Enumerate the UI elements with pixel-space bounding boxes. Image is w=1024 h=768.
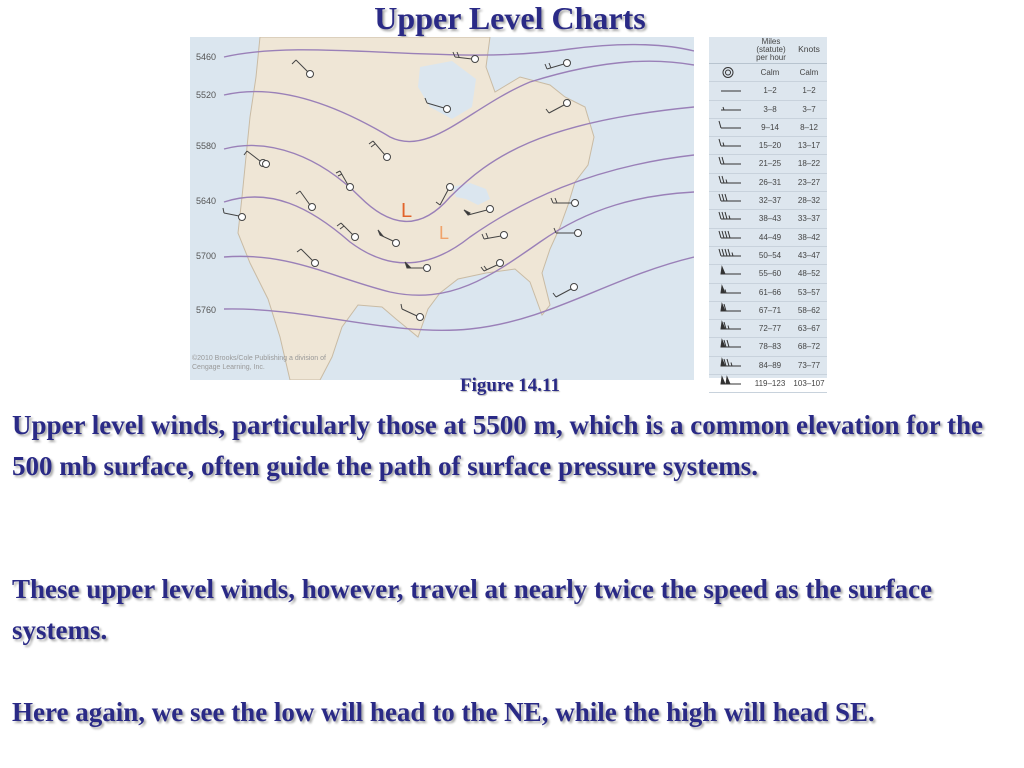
contour-label: 5760 [196,305,217,315]
wind-barb-icon [713,357,749,374]
upper-level-map [190,37,694,380]
wind-barb-icon [713,82,749,99]
legend-mph-value: 61–66 [758,287,782,297]
legend-knots-value: 68–72 [797,342,821,352]
upper-low-marker: L [401,200,413,222]
legend-knots-value: 73–77 [797,360,821,370]
paragraph-2: These upper level winds, however, travel at nearly twice the speed as the surface systems. [12,574,933,645]
contour-label: 5580 [196,141,217,151]
legend-row [709,155,827,173]
legend-mph-value: 32–37 [758,196,782,206]
legend-row [709,174,827,192]
legend-knots-value: 58–62 [797,305,821,315]
legend-mph-value: 55–60 [758,269,782,279]
paragraph-3: Here again, we see the low will head to the NE, while the high will head SE. [12,697,875,727]
legend-row [709,64,827,82]
legend-row [709,357,827,375]
wind-barb-icon [713,174,749,191]
legend-row [709,302,827,320]
surface-low-marker: L [439,223,450,243]
legend-knots-value: 53–57 [797,287,821,297]
wind-barb-icon [713,229,749,246]
legend-row [709,119,827,137]
legend-row [709,101,827,119]
wind-barb-icon [713,320,749,337]
legend-row [709,284,827,302]
legend-row [709,247,827,265]
legend-knots-value: 38–42 [797,232,821,242]
legend-row [709,265,827,283]
legend-knots-value: 48–52 [797,269,821,279]
legend-header-mph-line: Miles [761,37,781,46]
legend-knots-value: 3–7 [802,104,816,114]
legend-knots-value: 13–17 [797,141,821,151]
legend-row [709,320,827,338]
legend-knots-value: 33–37 [797,214,821,224]
legend-mph-value: 26–31 [758,177,782,187]
wind-barb-icon [713,265,749,282]
legend-mph-value: 67–71 [758,305,782,315]
legend-header-mph-line: per hour [756,53,786,62]
legend-header-mph [751,38,791,62]
wind-barb-icon [713,155,749,172]
wind-barb-icon [713,192,749,209]
legend-mph-value: 1–2 [763,86,777,96]
contour-label: 5460 [196,52,217,62]
legend-mph-value: 119–123 [754,379,786,389]
station-barb [263,161,270,168]
slide-title: Upper Level Charts [374,0,646,36]
legend-mph-value: 84–89 [758,360,782,370]
wind-barb-icon [713,302,749,319]
legend-row [709,338,827,356]
wind-barb-icon [713,284,749,301]
wind-barb-icon [713,247,749,264]
wind-barb-icon [713,101,749,118]
legend-header [709,37,827,64]
legend-mph-value: 15–20 [758,141,782,151]
contour-label: 5520 [196,90,217,100]
figure-caption: Figure 14.11 [460,375,560,396]
legend-mph-value: 9–14 [761,122,779,132]
legend-knots-value: 8–12 [800,122,818,132]
legend-mph-value: 21–25 [758,159,782,169]
legend-knots-value: Calm [799,68,819,77]
image-credit: ©2010 Brooks/Cole Publishing a division of Cengage Learning, Inc. [192,355,326,371]
calm-circle-icon [713,64,749,81]
contour-label: 5640 [196,196,217,206]
legend-knots-value: 43–47 [797,250,821,260]
contour-label: 5700 [196,251,217,261]
legend-knots-value: 18–22 [797,159,821,169]
legend-mph-value: 78–83 [758,342,782,352]
legend-knots-value: 1–2 [802,86,816,96]
legend-knots-value: 23–27 [797,177,821,187]
legend-row [709,210,827,228]
legend-rows [709,64,827,393]
legend-header-mph-line: (statute) [756,45,786,54]
legend-row [709,229,827,247]
legend-knots-value: 63–67 [797,324,821,334]
legend-mph-value: 72–77 [758,324,782,334]
legend-row [709,82,827,100]
legend-mph-value: 3–8 [763,104,777,114]
wind-barb-icon [713,137,749,154]
legend-row [709,137,827,155]
wind-barb-icon [713,338,749,355]
legend-knots-value: 103–107 [793,379,825,389]
legend-mph-value: 44–49 [758,232,782,242]
legend-mph-value: Calm [760,68,780,77]
legend-mph-value: 38–43 [758,214,782,224]
legend-knots-value: 28–32 [797,196,821,206]
legend-header-knots: Knots [798,44,820,54]
legend-row [709,192,827,210]
wind-barb-icon [713,119,749,136]
legend-mph-value: 50–54 [758,250,782,260]
paragraph-1: Upper level winds, particularly those at 5500 m, which is a common elevation for the 500 mb surface, often guide the path of surface pressure systems. [12,410,983,481]
wind-speed-legend [709,37,827,389]
wind-barb-icon [713,210,749,227]
